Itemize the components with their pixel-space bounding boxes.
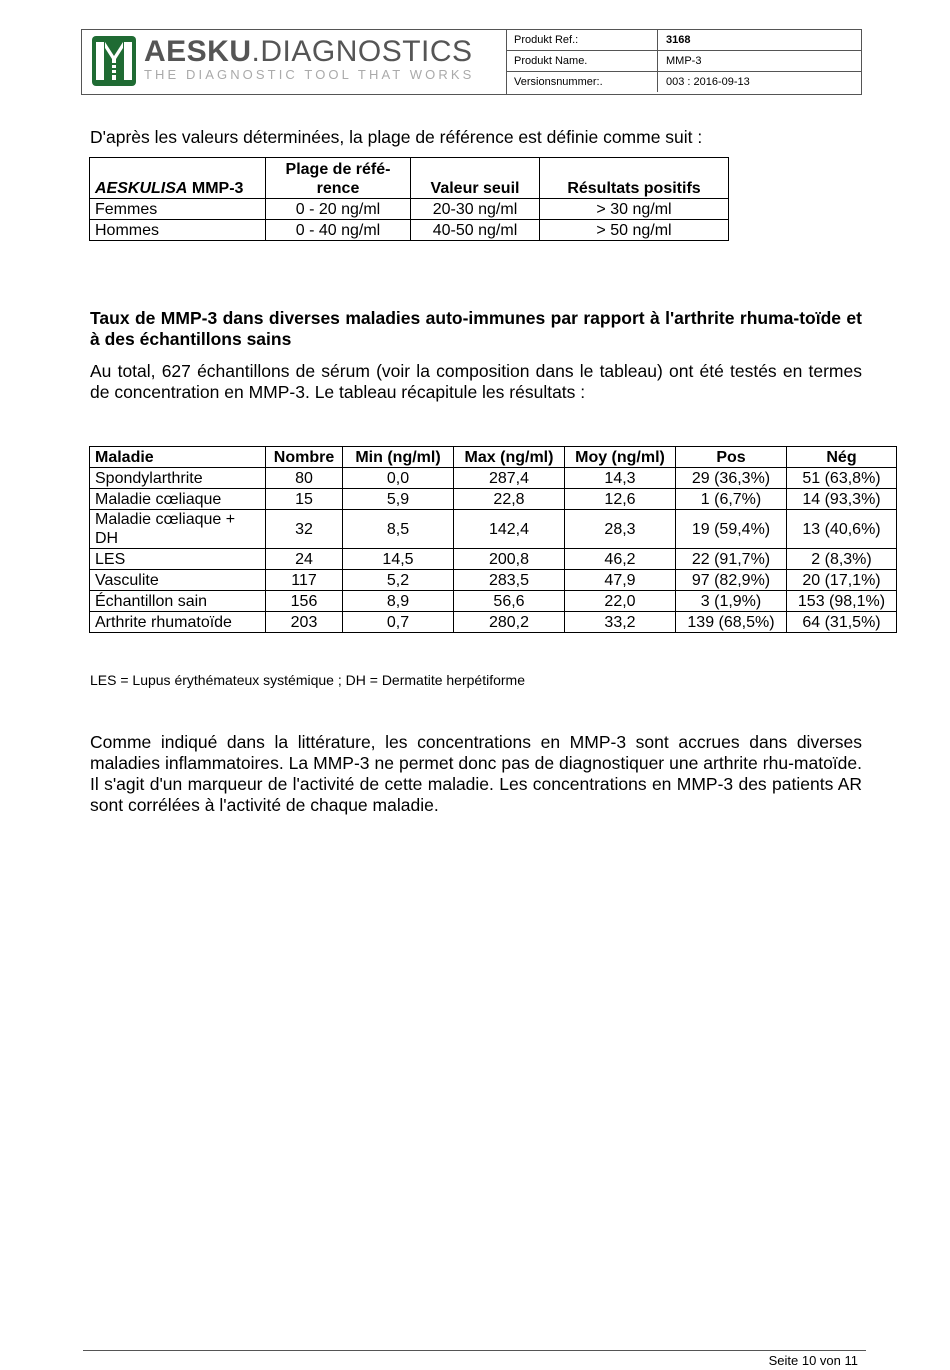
intro-text: D'après les valeurs déterminées, la plage de référence est définie comme suit :	[90, 127, 703, 147]
table-row	[90, 549, 897, 570]
cell-disease: Maladie cœliaque	[90, 489, 266, 510]
meta-value: 3168	[658, 30, 862, 51]
cell-threshold: 40-50 ng/ml	[411, 220, 540, 241]
header-range: Plage de réfé-rence	[266, 158, 411, 199]
cell-neg: 64 (31,5%)	[787, 612, 897, 633]
meta-value: MMP-3	[658, 51, 862, 72]
disease-results-table	[89, 446, 897, 633]
cell-neg: 2 (8,3%)	[787, 549, 897, 570]
meta-row	[506, 30, 861, 51]
cell-range: 0 - 20 ng/ml	[266, 199, 411, 220]
cell-pos: 29 (36,3%)	[676, 468, 787, 489]
table-row	[90, 510, 897, 549]
conclusion-paragraph: Comme indiqué dans la littérature, les concentrations en MMP-3 sont accrues dans diverses maladies inflammatoires. La MMP-3 ne permet donc pas de diagnostiquer une arthrite rhu-matoïde. Il s'agit d'un marqueur de l'activité de cette maladie. Les concentrations en MMP-3 des patients AR sont corrélées à l'activité de chaque maladie.	[90, 732, 862, 815]
cell-group: Hommes	[90, 220, 266, 241]
cell-max: 280,2	[454, 612, 565, 633]
cell-disease: Arthrite rhumatoïde	[90, 612, 266, 633]
cell-max: 287,4	[454, 468, 565, 489]
cell-max: 142,4	[454, 510, 565, 549]
header-pos: Pos	[676, 447, 787, 468]
cell-count: 15	[266, 489, 343, 510]
product-meta-table	[506, 30, 861, 92]
cell-count: 117	[266, 570, 343, 591]
cell-min: 0,7	[343, 612, 454, 633]
table-row	[90, 468, 897, 489]
cell-count: 32	[266, 510, 343, 549]
cell-pos: 1 (6,7%)	[676, 489, 787, 510]
cell-count: 80	[266, 468, 343, 489]
meta-label: Produkt Name.	[506, 51, 658, 72]
header-max: Max (ng/ml)	[454, 447, 565, 468]
table-row	[90, 199, 729, 220]
cell-mean: 47,9	[565, 570, 676, 591]
header-positive: Résultats positifs	[540, 158, 729, 199]
cell-max: 283,5	[454, 570, 565, 591]
cell-count: 156	[266, 591, 343, 612]
cell-neg: 20 (17,1%)	[787, 570, 897, 591]
cell-disease: Vasculite	[90, 570, 266, 591]
meta-label: Versionsnummer:.	[506, 72, 658, 93]
cell-count: 24	[266, 549, 343, 570]
table-row	[90, 570, 897, 591]
cell-min: 0,0	[343, 468, 454, 489]
cell-disease: Maladie cœliaque + DH	[90, 510, 266, 549]
header-count: Nombre	[266, 447, 343, 468]
cell-neg: 13 (40,6%)	[787, 510, 897, 549]
cell-mean: 28,3	[565, 510, 676, 549]
abbreviation-note: LES = Lupus érythémateux systémique ; DH = Dermatite herpétiforme	[90, 672, 525, 688]
page-number: Seite 10 von 11	[768, 1353, 858, 1368]
header-threshold: Valeur seuil	[411, 158, 540, 199]
cell-neg: 51 (63,8%)	[787, 468, 897, 489]
cell-neg: 14 (93,3%)	[787, 489, 897, 510]
cell-min: 5,9	[343, 489, 454, 510]
cell-count: 203	[266, 612, 343, 633]
cell-threshold: 20-30 ng/ml	[411, 199, 540, 220]
cell-pos: 22 (91,7%)	[676, 549, 787, 570]
cell-disease: LES	[90, 549, 266, 570]
table-row	[90, 220, 729, 241]
footer-divider	[83, 1350, 866, 1351]
cell-pos: 3 (1,9%)	[676, 591, 787, 612]
document-header	[81, 29, 862, 95]
brand-name: AESKU.DIAGNOSTICS	[144, 35, 473, 68]
aesku-logo-icon	[92, 36, 136, 86]
cell-pos: 139 (68,5%)	[676, 612, 787, 633]
cell-max: 22,8	[454, 489, 565, 510]
logo-cell	[82, 30, 507, 94]
header-disease: Maladie	[90, 447, 266, 468]
cell-pos: 97 (82,9%)	[676, 570, 787, 591]
cell-min: 8,5	[343, 510, 454, 549]
cell-min: 5,2	[343, 570, 454, 591]
cell-group: Femmes	[90, 199, 266, 220]
meta-row	[506, 72, 861, 93]
section-title: Taux de MMP-3 dans diverses maladies auto-immunes par rapport à l'arthrite rhuma-toïde et à des échantillons sains	[90, 308, 862, 349]
cell-min: 8,9	[343, 591, 454, 612]
cell-neg: 153 (98,1%)	[787, 591, 897, 612]
section-paragraph: Au total, 627 échantillons de sérum (voir la composition dans le tableau) ont été testés en termes de concentration en MMP-3. Le tableau récapitule les résultats :	[90, 361, 862, 402]
cell-range: 0 - 40 ng/ml	[266, 220, 411, 241]
reference-range-table	[89, 157, 729, 241]
cell-mean: 12,6	[565, 489, 676, 510]
table-row	[90, 612, 897, 633]
cell-positive: > 30 ng/ml	[540, 199, 729, 220]
cell-disease: Spondylarthrite	[90, 468, 266, 489]
cell-max: 56,6	[454, 591, 565, 612]
meta-label: Produkt Ref.:	[506, 30, 658, 51]
table-header-row	[90, 447, 897, 468]
header-neg: Nég	[787, 447, 897, 468]
cell-mean: 33,2	[565, 612, 676, 633]
cell-mean: 14,3	[565, 468, 676, 489]
cell-max: 200,8	[454, 549, 565, 570]
cell-disease: Échantillon sain	[90, 591, 266, 612]
meta-value: 003 : 2016-09-13	[666, 76, 750, 88]
table-row	[90, 489, 897, 510]
header-min: Min (ng/ml)	[343, 447, 454, 468]
cell-positive: > 50 ng/ml	[540, 220, 729, 241]
brand-tagline: THE DIAGNOSTIC TOOL THAT WORKS	[144, 67, 475, 82]
table-row	[90, 591, 897, 612]
cell-mean: 22,0	[565, 591, 676, 612]
cell-min: 14,5	[343, 549, 454, 570]
table-header-row	[90, 158, 729, 199]
cell-pos: 19 (59,4%)	[676, 510, 787, 549]
header-product: AESKULISA MMP-3	[90, 158, 266, 199]
meta-row	[506, 51, 861, 72]
header-mean: Moy (ng/ml)	[565, 447, 676, 468]
cell-mean: 46,2	[565, 549, 676, 570]
